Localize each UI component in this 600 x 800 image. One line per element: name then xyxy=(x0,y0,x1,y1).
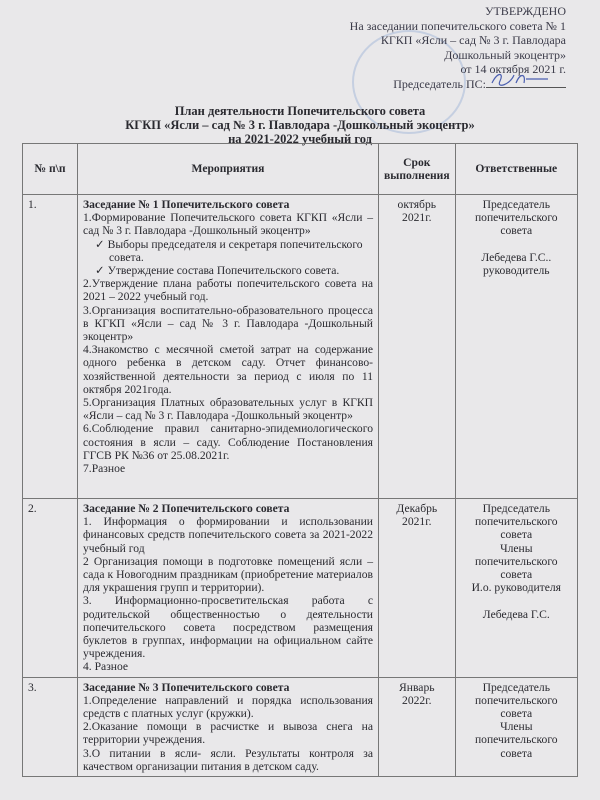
title-line: План деятельности Попечительского совета xyxy=(174,104,426,118)
responsible-line: Председатель попечительского совета xyxy=(474,198,558,238)
meeting-heading: Заседание № 2 Попечительского совета xyxy=(83,502,290,515)
title-line: на 2021-2022 учебный год xyxy=(228,132,372,146)
header-term: Срок выполнения xyxy=(379,144,456,195)
table-header xyxy=(23,144,578,195)
event-item: 1.Формирование Попечительского совета КГКП «Ясли – сад № 3 г. Павлодара -Дошкольный экоцентр» xyxy=(83,211,373,238)
plan-table xyxy=(22,143,578,777)
responsible-line: Председатель попечительского совета xyxy=(474,680,558,721)
approval-block xyxy=(350,4,566,91)
row-responsible xyxy=(455,195,577,499)
row-events xyxy=(78,195,379,499)
row-num: 3. xyxy=(23,677,78,776)
event-item: 4.Знакомство с месячной сметой затрат на содержание одного ребенка в детском саду. Отчет финансово-хозяйственной деятельности за период с июля по 11 октября 2021года. xyxy=(83,343,373,396)
row-events xyxy=(78,499,379,678)
row-num: 1. xyxy=(23,195,78,499)
event-item: 2.Оказание помощи в расчистке и вывоза снега на территории учреждения. xyxy=(83,720,373,747)
event-item: 1. Информация о формировании и использовании финансовых средств попечительского совета за 2021-2022 учебный год xyxy=(83,515,373,555)
responsible-line: Лебедева Г.С. xyxy=(482,607,550,621)
meeting-heading: Заседание № 1 Попечительского совета xyxy=(83,198,290,211)
responsible-line: Члены попечительского совета xyxy=(474,720,558,760)
meeting-heading: Заседание № 3 Попечительского совета xyxy=(83,680,290,694)
approval-line: КГКП «Ясли – сад № 3 г. Павлодара xyxy=(380,33,566,47)
responsible-line: Лебедева Г.С.. xyxy=(481,250,552,264)
chair-label: Председатель ПС: xyxy=(393,76,486,91)
signature xyxy=(486,77,566,88)
row-term: Январь 2022г. xyxy=(379,677,456,776)
responsible-line: Председатель попечительского совета xyxy=(474,502,558,542)
title-line: КГКП «Ясли – сад № 3 г. Павлодара -Дошкольный экоцентр» xyxy=(125,118,475,132)
check-item: ✓ Выборы председателя и секретаря попечительского совета. xyxy=(109,238,373,264)
table-row xyxy=(23,195,578,499)
row-responsible xyxy=(455,499,577,678)
event-item: 2.Утверждение плана работы попечительского совета на 2021 – 2022 учебный год. xyxy=(83,277,373,304)
row-events xyxy=(78,677,379,776)
table-row xyxy=(23,499,578,678)
approval-line: УТВЕРЖДЕНО xyxy=(484,4,566,18)
approval-line: Дошкольный экоцентр» xyxy=(444,47,566,62)
event-item: 3. Информационно-просветительская работа с родительской общественностью о деятельности попечительского совета посредством размещения буклетов в группах, информации на официальном сайте учреждения. xyxy=(83,594,373,661)
table-row xyxy=(23,677,578,776)
header-num: № п\п xyxy=(23,144,78,195)
row-term: октябрь 2021г. xyxy=(379,195,456,499)
header-events: Мероприятия xyxy=(78,144,379,195)
approval-line: от 14 октября 2021 г. xyxy=(460,62,566,76)
page-title xyxy=(0,104,600,146)
event-item: 1.Определение направлений и порядка использования средств с платных услуг (кружки). xyxy=(83,693,373,721)
responsible-line: Члены попечительского совета xyxy=(474,541,558,582)
responsible-line: И.о. руководителя xyxy=(471,581,562,595)
responsible-line: руководитель xyxy=(483,264,550,278)
row-responsible xyxy=(455,677,577,776)
event-item: 3.О питании в ясли- ясли. Результаты контроля за качеством организации питания в детском саду. xyxy=(83,746,373,773)
event-item: 7.Разное xyxy=(83,462,126,476)
event-item: 3.Организация воспитательно-образовательного процесса в КГКП «Ясли – сад № 3 г. Павлодара -Дошкольный экоцентр» xyxy=(83,303,373,344)
header-responsible: Ответственные xyxy=(455,144,577,195)
approval-line: На заседании попечительского совета № 1 xyxy=(349,18,566,33)
row-num: 2. xyxy=(23,499,78,678)
event-item: 5.Организация Платных образовательных услуг в КГКП «Ясли – сад № 3 г. Павлодара -Дошкольный экоцентр» xyxy=(83,396,373,423)
event-item: 6.Соблюдение правил санитарно-эпидемиологического состояния в ясли – саду. Соблюдение Постановления ГГСВ РК №36 от 25.08.2021г. xyxy=(83,422,373,462)
event-item: 2 Организация помощи в подготовке помещений ясли – сада к Новогодним праздникам (приобретение материалов для украшения групп и территории). xyxy=(83,554,373,595)
row-term: Декабрь 2021г. xyxy=(379,499,456,678)
check-item: ✓ Утверждение состава Попечительского совета. xyxy=(109,264,373,277)
event-item: 4. Разное xyxy=(83,660,129,674)
